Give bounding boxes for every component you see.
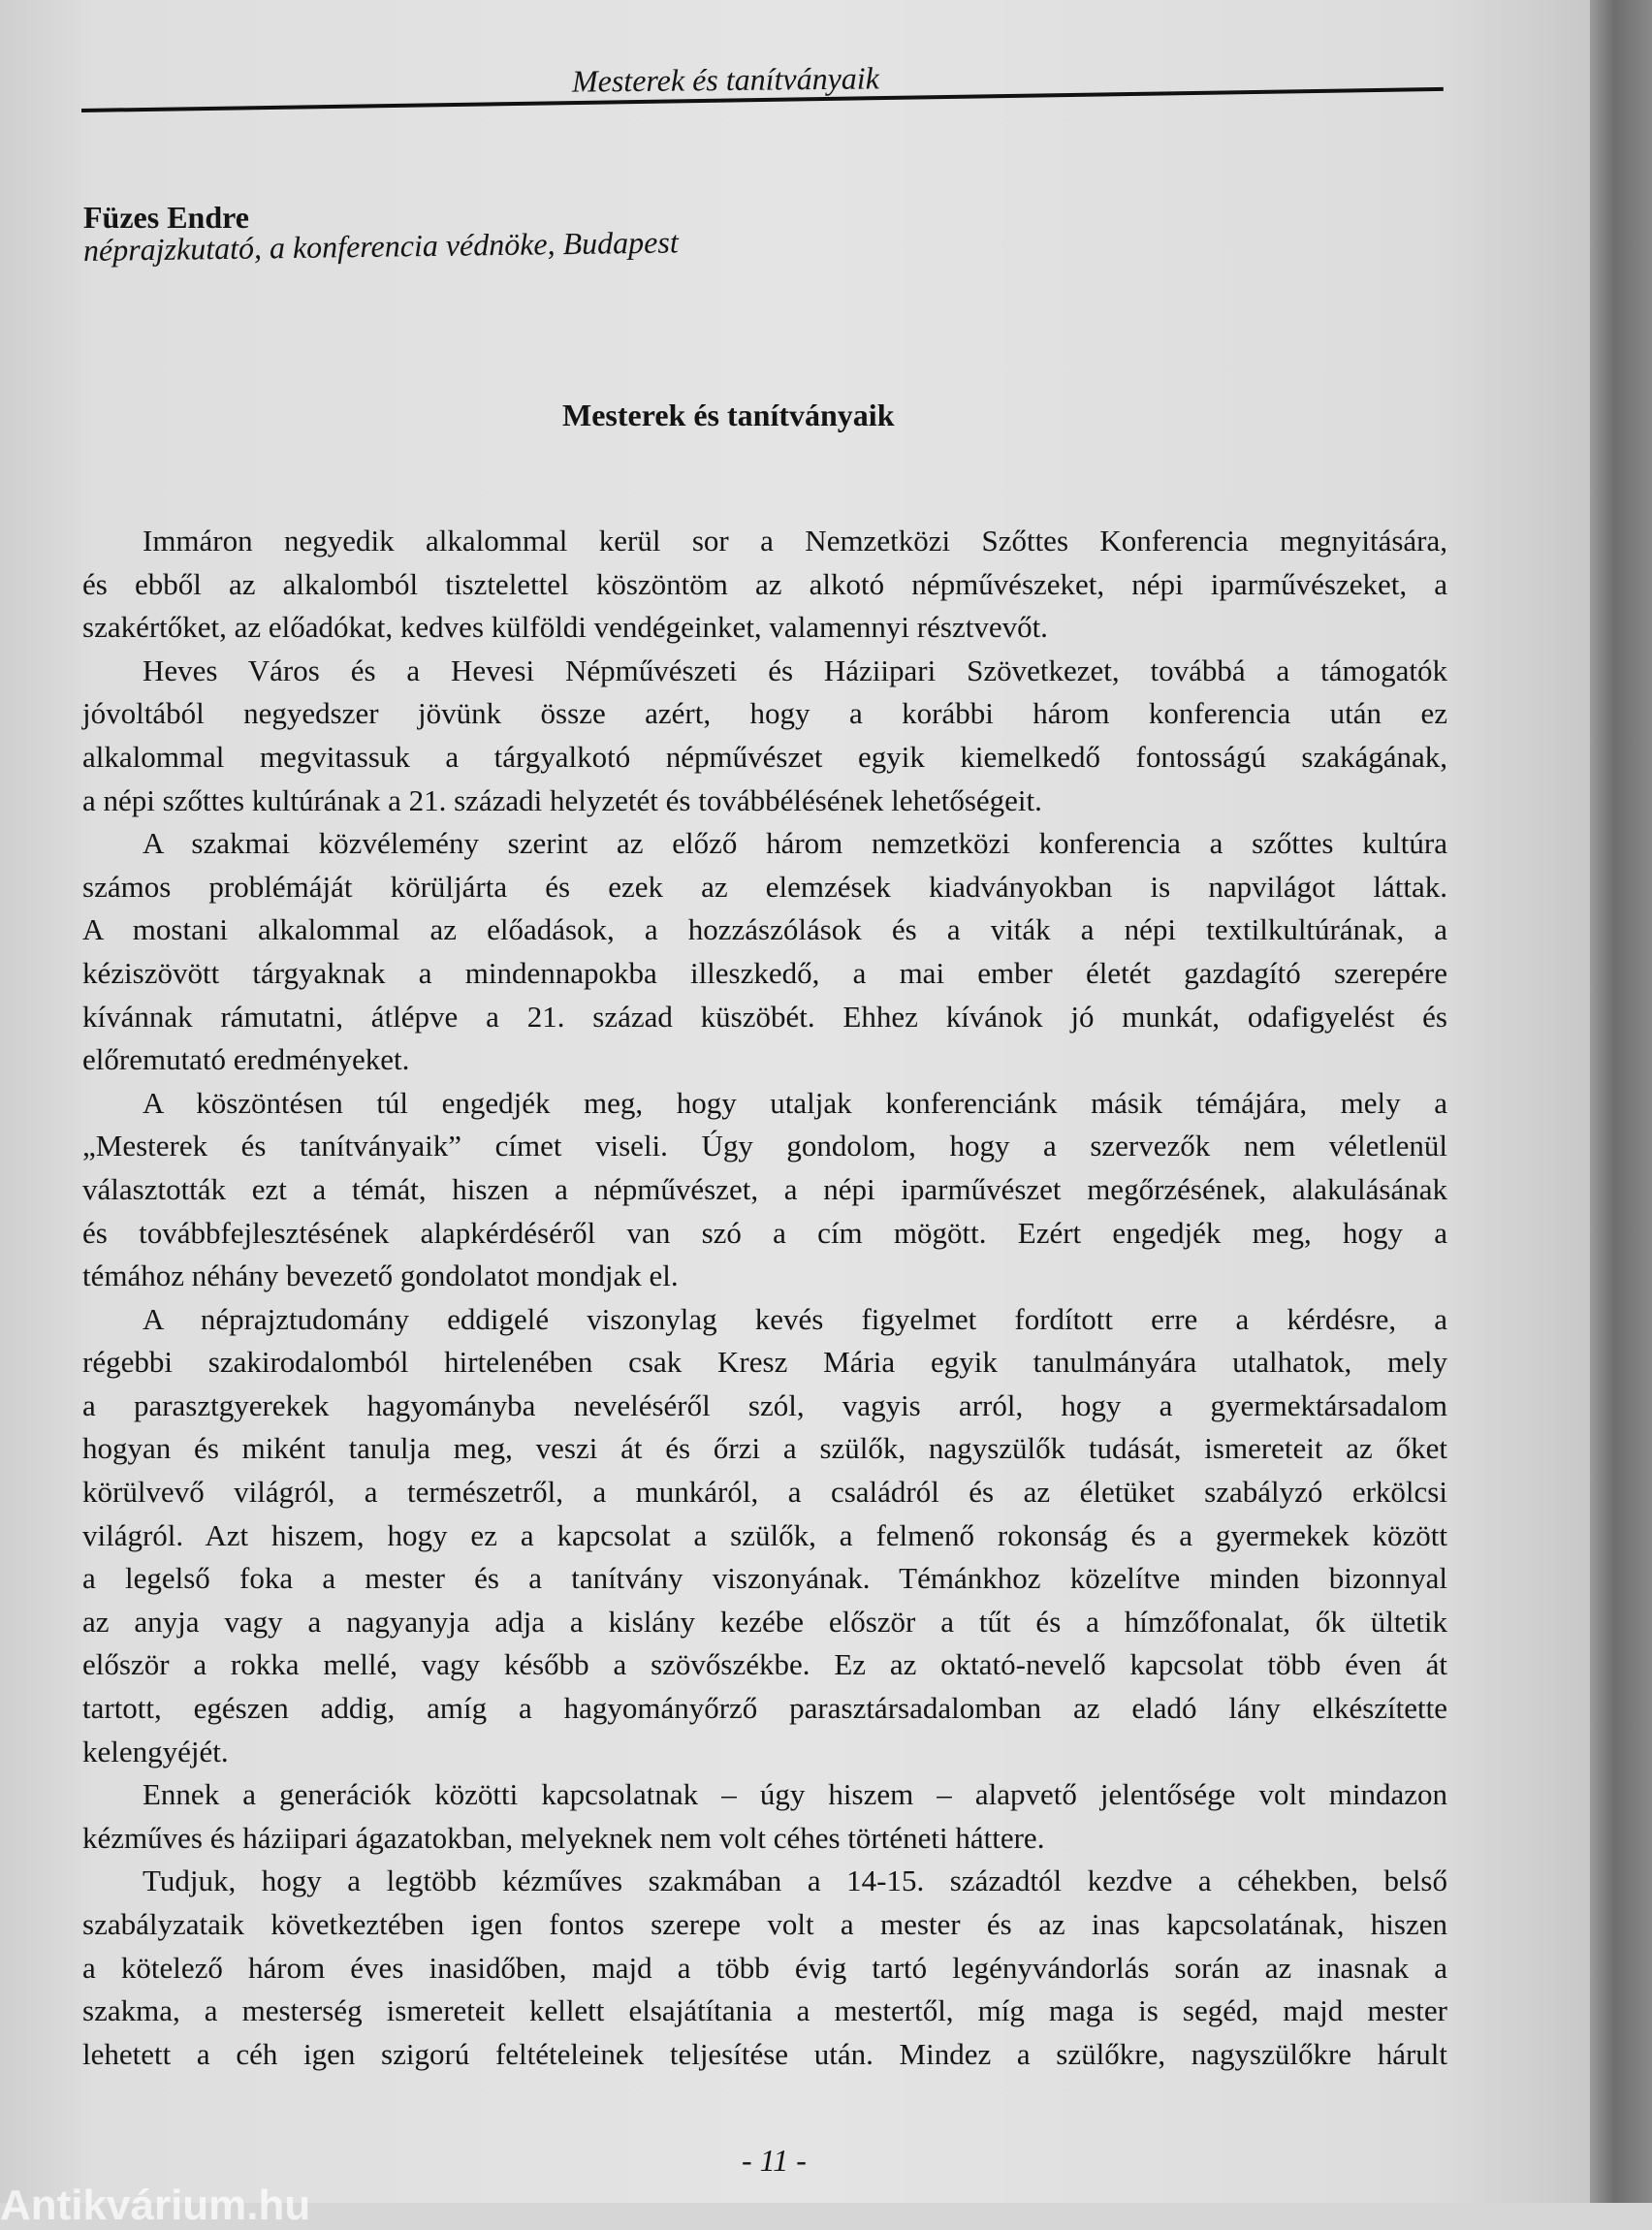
text-line: és továbbfejlesztésének alapkérdéséről van szó a cím mögött. Ezért engedjék meg, hogy a	[82, 1215, 1447, 1250]
text-line: szakértőket, az előadókat, kedves külföldi vendégeinket, valamennyi résztvevőt.	[82, 610, 1048, 645]
text-line: választották ezt a témát, hiszen a népművészet, a népi iparművészet megőrzésének, alakulásának	[82, 1171, 1447, 1206]
text-line: Heves Város és a Hevesi Népművészeti és Háziipari Szövetkezet, továbbá a támogatók	[143, 653, 1447, 687]
text-line: és ebből az alkalomból tisztelettel köszöntöm az alkotó népművészeket, népi iparművészeket, a	[82, 566, 1447, 601]
text-line: a kötelező három éves inasidőben, majd a több évig tartó legényvándorlás során az inasnak a	[82, 1950, 1447, 1985]
running-head: Mesterek és tanítványaik	[571, 60, 880, 99]
text-line: kézműves és háziipari ágazatokban, melyeknek nem volt céhes történeti háttere.	[82, 1820, 1045, 1855]
text-line: Immáron negyedik alkalommal kerül sor a Nemzetközi Szőttes Konferencia megnyitására,	[143, 524, 1447, 558]
article-title: Mesterek és tanítványaik	[562, 398, 895, 432]
text-line: szakma, a mesterség ismereteit kellett elsajátítania a mestertől, míg maga is segéd, majd mester	[82, 1993, 1447, 2028]
text-line: a legelső foka a mester és a tanítvány viszonyának. Témánkhoz közelítve minden bizonnyal	[82, 1561, 1447, 1596]
text-line: alkalommal megvitassuk a tárgyalkotó népművészet egyik kiemelkedő fontosságú szakágának,	[82, 739, 1447, 774]
text-line: Ennek a generációk közötti kapcsolatnak – úgy hiszem – alapvető jelentősége volt mindazon	[143, 1777, 1447, 1812]
paragraph	[82, 822, 1447, 1082]
watermark: Antikvárium.hu	[0, 2182, 311, 2229]
page-number: - 11 -	[742, 2143, 807, 2178]
text-line: szabályzataik következtében igen fontos szerepe volt a mester és az inas kapcsolatának, hiszen	[82, 1907, 1447, 1941]
text-line: Tudjuk, hogy a legtöbb kézműves szakmában a 14-15. századtól kezdve a céhekben, belső	[143, 1864, 1447, 1898]
paragraph	[82, 1860, 1447, 2076]
author-name: Füzes Endre	[83, 200, 249, 235]
text-line: előremutató eredményeket.	[82, 1042, 410, 1077]
text-line: jóvoltából negyedszer jövünk össze azért, hogy a korábbi három konferencia után ez	[82, 696, 1447, 731]
text-line: kéziszövött tárgyaknak a mindennapokba illeszkedő, a mai ember életét gazdagító szerepére	[82, 955, 1447, 990]
text-line: A néprajztudomány eddigelé viszonylag kevés figyelmet fordított erre a kérdésre, a	[143, 1301, 1447, 1336]
paragraph	[82, 1082, 1447, 1298]
text-line: A mostani alkalommal az előadások, a hozzászólások és a viták a népi textilkultúrának, a	[82, 912, 1447, 947]
text-line: lehetett a céh igen szigorú feltételeinek teljesítése után. Mindez a szülőkre, nagyszülőkre hárult	[82, 2036, 1447, 2071]
text-line: világról. Azt hiszem, hogy ez a kapcsolat a szülők, a felmenő rokonság és a gyermekek között	[82, 1517, 1447, 1552]
paragraph	[82, 520, 1447, 650]
text-line: kelengyéjét.	[82, 1734, 229, 1768]
text-line: A köszöntésen túl engedjék meg, hogy utaljak konferenciánk másik témájára, mely a	[143, 1085, 1447, 1120]
author-affiliation: néprajzkutató, a konferencia védnöke, Budapest	[82, 224, 679, 268]
paragraph	[82, 650, 1447, 822]
text-line: A szakmai közvélemény szerint az előző három nemzetközi konferencia a szőttes kultúra	[143, 826, 1447, 861]
text-line: a parasztgyerekek hagyományba neveléséről szól, vagyis arról, hogy a gyermektársadalom	[82, 1387, 1447, 1422]
text-line: körülvevő világról, a természetről, a munkáról, a családról és az életüket szabályzó erkölcsi	[82, 1475, 1447, 1510]
text-line: régebbi szakirodalomból hirtelenében csak Kresz Mária egyik tanulmányára utalhatok, mely	[82, 1345, 1447, 1380]
text-line: kívánnak rámutatni, átlépve a 21. század küszöbét. Ehhez kívánok jó munkát, odafigyelést és	[82, 999, 1447, 1034]
paragraph	[82, 1298, 1447, 1774]
text-line: a népi szőttes kultúrának a 21. századi helyzetét és továbbélésének lehetőségeit.	[82, 782, 1042, 817]
page-edge-shadow	[1590, 0, 1652, 2203]
text-line: „Mesterek és tanítványaik” címet viseli. Úgy gondolom, hogy a szervezők nem véletlenül	[82, 1129, 1447, 1163]
text-line: számos problémáját körüljárta és ezek az elemzések kiadványokban is napvilágot láttak.	[82, 869, 1447, 904]
paragraph	[82, 1773, 1447, 1860]
text-line: hogyan és miként tanulja meg, veszi át és őrzi a szülők, nagyszülők tudását, ismereteit az őket	[82, 1431, 1447, 1466]
text-line: először a rokka mellé, vagy később a szövőszékbe. Ez az oktató-nevelő kapcsolat több éven át	[82, 1647, 1447, 1682]
article-body	[82, 520, 1447, 2076]
text-line: az anyja vagy a nagyanyja adja a kislány kezébe először a tűt és a hímzőfonalat, ők ültetik	[82, 1604, 1447, 1639]
text-line: témához néhány bevezető gondolatot mondjak el.	[82, 1258, 679, 1293]
text-line: tartott, egészen addig, amíg a hagyományőrző parasztársadalomban az eladó lány elkészítette	[82, 1691, 1447, 1726]
